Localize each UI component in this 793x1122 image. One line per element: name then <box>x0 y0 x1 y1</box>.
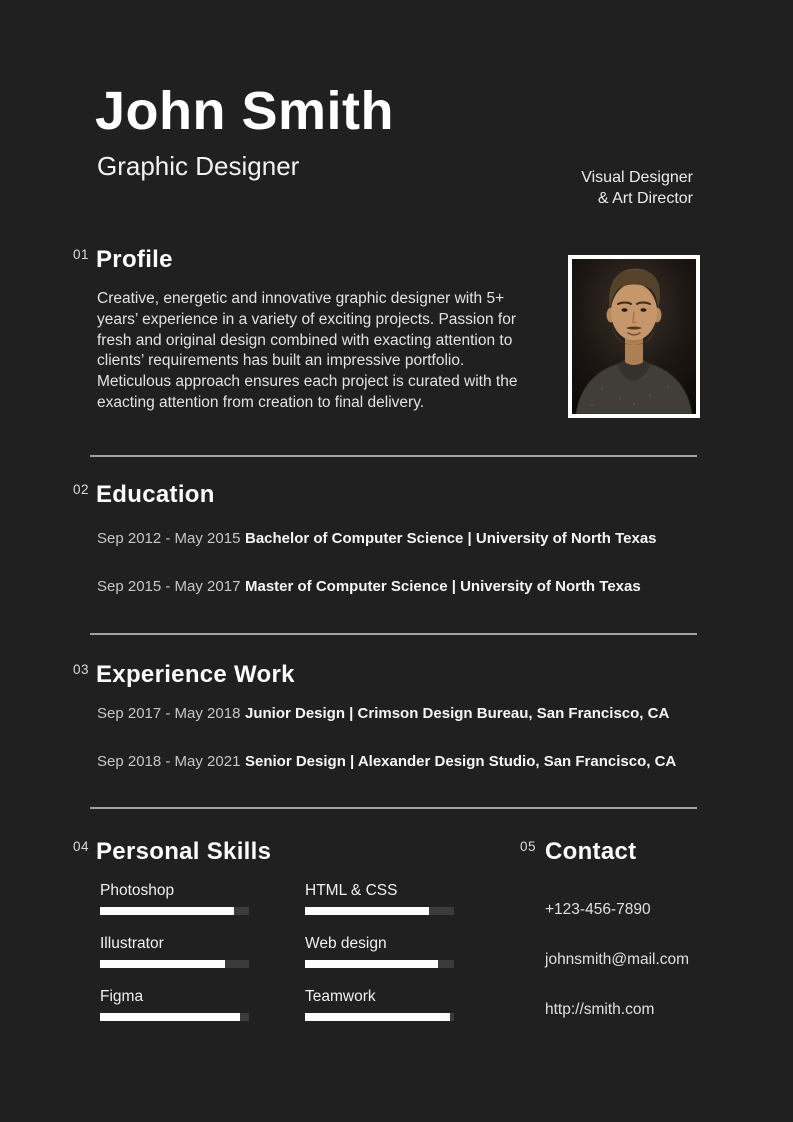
experience-row <box>97 753 676 771</box>
skill-item <box>305 882 465 915</box>
education-dates: Sep 2012 - May 2015 <box>97 530 241 547</box>
contact-website[interactable]: http://smith.com <box>545 1001 655 1018</box>
skill-bar <box>305 1013 454 1021</box>
education-dates: Sep 2015 - May 2017 <box>97 578 241 595</box>
experience-section-heading <box>73 661 295 689</box>
experience-position: Junior Design | Crimson Design Bureau, San Francisco, CA <box>245 705 670 722</box>
tagline-line2: & Art Director <box>597 190 693 207</box>
skill-bar-fill <box>100 1013 240 1021</box>
tagline-line1: Visual Designer <box>581 169 693 186</box>
profile-section-number: 01 <box>73 247 90 262</box>
skill-label: HTML & CSS <box>305 882 398 899</box>
experience-dates: Sep 2017 - May 2018 <box>97 705 241 722</box>
experience-section-number: 03 <box>73 662 90 677</box>
education-degree: Master of Computer Science | University of North Texas <box>245 578 641 595</box>
skill-label: Web design <box>305 935 387 952</box>
skill-item <box>305 935 465 968</box>
profile-section-title: Profile <box>96 246 173 273</box>
skill-bar-fill <box>305 1013 450 1021</box>
education-degree: Bachelor of Computer Science | University of North Texas <box>245 530 657 547</box>
skill-item <box>100 882 260 915</box>
education-row <box>97 578 641 596</box>
skills-column-left <box>100 882 260 1041</box>
education-section-title: Education <box>96 481 215 508</box>
contact-phone[interactable]: +123-456-7890 <box>545 901 651 918</box>
tagline <box>581 167 693 209</box>
skills-section-heading <box>73 838 271 866</box>
skill-bar-fill <box>305 907 429 915</box>
divider <box>90 455 697 457</box>
person-name: John Smith <box>95 81 394 141</box>
experience-dates: Sep 2018 - May 2021 <box>97 753 241 770</box>
experience-section-title: Experience Work <box>96 661 295 688</box>
skills-column-right <box>305 882 465 1041</box>
divider <box>90 633 697 635</box>
profile-photo <box>568 255 700 418</box>
contact-email[interactable]: johnsmith@mail.com <box>545 951 690 968</box>
divider <box>90 807 697 809</box>
skill-bar <box>305 960 454 968</box>
skill-bar-fill <box>100 907 234 915</box>
education-section-heading <box>73 481 215 509</box>
portrait-illustration <box>572 259 696 414</box>
contact-section-heading <box>520 838 636 866</box>
skill-bar <box>305 907 454 915</box>
skill-label: Photoshop <box>100 882 175 899</box>
skill-bar <box>100 907 249 915</box>
contact-section-title: Contact <box>545 838 637 865</box>
skill-bar-fill <box>305 960 438 968</box>
person-role: Graphic Designer <box>97 151 300 181</box>
skill-label: Teamwork <box>305 988 376 1005</box>
skills-section-title: Personal Skills <box>96 838 272 865</box>
experience-row <box>97 705 669 723</box>
skill-label: Illustrator <box>100 935 164 952</box>
skill-bar <box>100 1013 249 1021</box>
education-row <box>97 530 657 548</box>
skill-bar <box>100 960 249 968</box>
skill-label: Figma <box>100 988 144 1005</box>
skill-item <box>305 988 465 1021</box>
skill-item <box>100 988 260 1021</box>
profile-section-heading <box>73 246 173 274</box>
skill-item <box>100 935 260 968</box>
contact-section-number: 05 <box>520 839 537 854</box>
skill-bar-fill <box>100 960 225 968</box>
profile-summary-text: Creative, energetic and innovative graphic designer with 5+ years’ experience in a variety of exciting projects. Passion for fresh and original design combined with exacting attention to clients’ requirements has built an impressive portfolio. Meticulous approach ensures each project is curated with the exacting attention from creation to final delivery. <box>97 290 518 411</box>
education-section-number: 02 <box>73 482 90 497</box>
experience-position: Senior Design | Alexander Design Studio, San Francisco, CA <box>245 753 677 770</box>
skills-section-number: 04 <box>73 839 90 854</box>
